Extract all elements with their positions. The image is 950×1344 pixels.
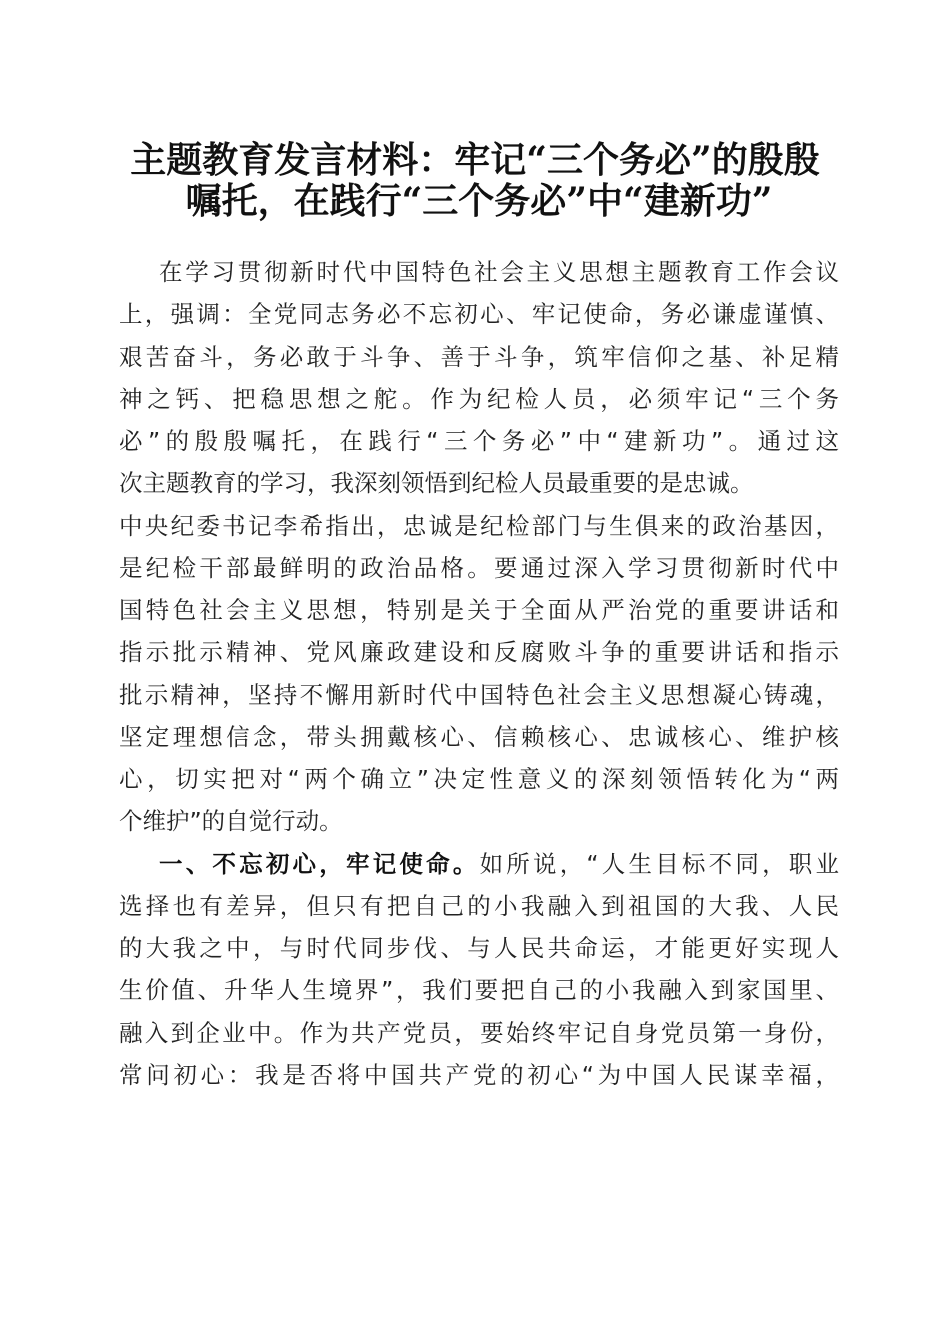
paragraph-line: 坚定理想信念，带头拥戴核心、信赖核心、忠诚核心、维护核: [119, 722, 839, 751]
paragraph-line: 中央纪委书记李希指出，忠诚是纪检部门与生俱来的政治基因，: [119, 511, 839, 540]
title-line-1: 主题教育发言材料：牢记“三个务必”的殷殷: [130, 139, 820, 181]
paragraph-2: [119, 843, 839, 1097]
paragraph-line: 选择也有差异，但只有把自己的小我融入到祖国的大我、人民: [119, 891, 839, 920]
paragraph-line: 国特色社会主义思想，特别是关于全面从严治党的重要讲话和: [119, 596, 839, 624]
section-heading: 一、不忘初心，牢记使命。: [159, 849, 480, 878]
document-body: [119, 251, 839, 1096]
paragraph-line: 融入到企业中。作为共产党员，要始终牢记自身党员第一身份，: [119, 1018, 839, 1047]
paragraph-line: 的大我之中，与时代同步伐、与人民共命运，才能更好实现人: [119, 934, 839, 962]
paragraph-line: 上，强调：全党同志务必不忘初心、牢记使命，务必谦虚谨慎、: [119, 300, 839, 329]
document-title: [100, 140, 850, 222]
paragraph-line: 指示批示精神、党风廉政建设和反腐败斗争的重要讲话和指示: [119, 638, 839, 667]
paragraph-line: 神之钙、把稳思想之舵。作为纪检人员，必须牢记“三个务: [119, 384, 839, 413]
paragraph-line: 心，切实把对“两个确立”决定性意义的深刻领悟转化为“两: [119, 765, 839, 793]
paragraph-line: [119, 843, 839, 885]
paragraph-line: 个维护”的自觉行动。: [119, 807, 343, 836]
paragraph-1: [119, 251, 839, 843]
paragraph-line: 必”的殷殷嘱托，在践行“三个务必”中“建新功”。通过这: [119, 427, 839, 455]
title-line-2: 嘱托，在践行“三个务必”中“建新功”: [185, 180, 773, 222]
paragraph-line: 在学习贯彻新时代中国特色社会主义思想主题教育工作会议: [159, 258, 839, 286]
paragraph-line: 常问初心：我是否将中国共产党的初心“为中国人民谋幸福，: [119, 1060, 839, 1089]
paragraph-line: 是纪检干部最鲜明的政治品格。要通过深入学习贯彻新时代中: [119, 553, 839, 582]
paragraph-line: 艰苦奋斗，务必敢于斗争、善于斗争，筑牢信仰之基、补足精: [119, 342, 839, 371]
paragraph-line: 批示精神，坚持不懈用新时代中国特色社会主义思想凝心铸魂，: [119, 680, 839, 709]
paragraph-text: 如所说，“人生目标不同，职业: [479, 849, 839, 878]
paragraph-line: 生价值、升华人生境界”，我们要把自己的小我融入到家国里、: [119, 976, 839, 1005]
paragraph-line: 次主题教育的学习，我深刻领悟到纪检人员最重要的是忠诚。: [119, 469, 754, 498]
